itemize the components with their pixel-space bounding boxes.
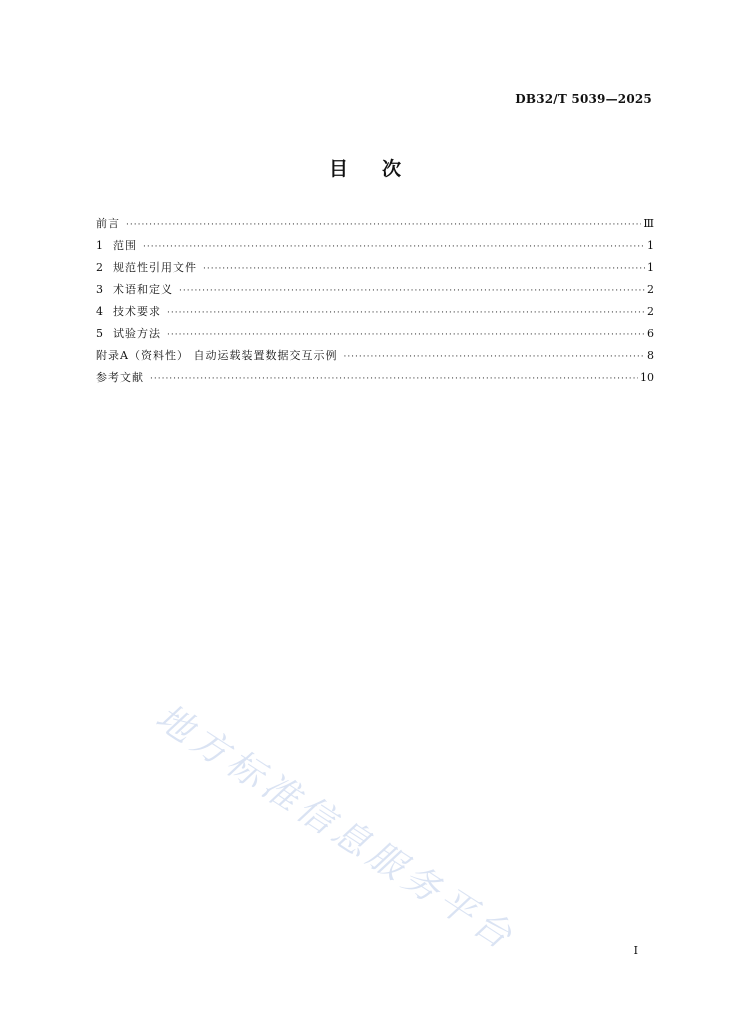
toc-entry-label: 术语和定义: [113, 283, 173, 296]
toc-entry-technical-requirements[interactable]: [96, 301, 654, 323]
toc-leader-dots: [167, 302, 645, 324]
toc-entry-page: Ⅲ: [643, 217, 654, 230]
toc-entry-label: 附录A（资料性） 自动运载装置数据交互示例: [96, 349, 338, 362]
toc-entry-label: 规范性引用文件: [113, 261, 197, 274]
page-number: I: [633, 944, 638, 957]
toc-entry-page: 6: [647, 327, 654, 340]
toc-entry-label: 技术要求: [113, 305, 161, 318]
watermark: 地方标准信息服务平台: [148, 696, 523, 960]
toc-leader-dots: [126, 214, 641, 236]
toc-leader-dots: [203, 258, 645, 280]
toc-entry-number: 5: [96, 327, 103, 340]
toc-leader-dots: [150, 368, 638, 390]
toc-entry-normative-references[interactable]: [96, 257, 654, 279]
toc-entry-terms-definitions[interactable]: [96, 279, 654, 301]
toc-entry-page: 1: [647, 239, 654, 252]
toc-leader-dots: [343, 346, 645, 368]
toc-entry-number: 1: [96, 239, 103, 252]
page-title: 目次: [328, 158, 435, 180]
toc-entry-bibliography[interactable]: [96, 367, 654, 389]
toc-entry-number: 3: [96, 283, 103, 296]
table-of-contents: [96, 213, 654, 389]
document-code: DB32/T 5039—2025: [515, 92, 652, 106]
toc-entry-page: 2: [647, 283, 654, 296]
toc-entry-foreword[interactable]: [96, 213, 654, 235]
toc-leader-dots: [167, 324, 645, 346]
toc-entry-label: 范围: [113, 239, 137, 252]
toc-entry-appendix-a[interactable]: [96, 345, 654, 367]
toc-leader-dots: [179, 280, 645, 302]
toc-entry-number: 2: [96, 261, 103, 274]
toc-entry-page: 10: [640, 371, 654, 384]
toc-entry-label: 参考文献: [96, 371, 144, 384]
toc-entry-scope[interactable]: [96, 235, 654, 257]
toc-entry-page: 1: [647, 261, 654, 274]
toc-entry-label: 试验方法: [113, 327, 161, 340]
toc-entry-number: 4: [96, 305, 103, 318]
toc-leader-dots: [143, 236, 645, 258]
toc-entry-page: 2: [647, 305, 654, 318]
toc-entry-test-methods[interactable]: [96, 323, 654, 345]
toc-entry-label: 前言: [96, 217, 120, 230]
toc-entry-page: 8: [647, 349, 654, 362]
